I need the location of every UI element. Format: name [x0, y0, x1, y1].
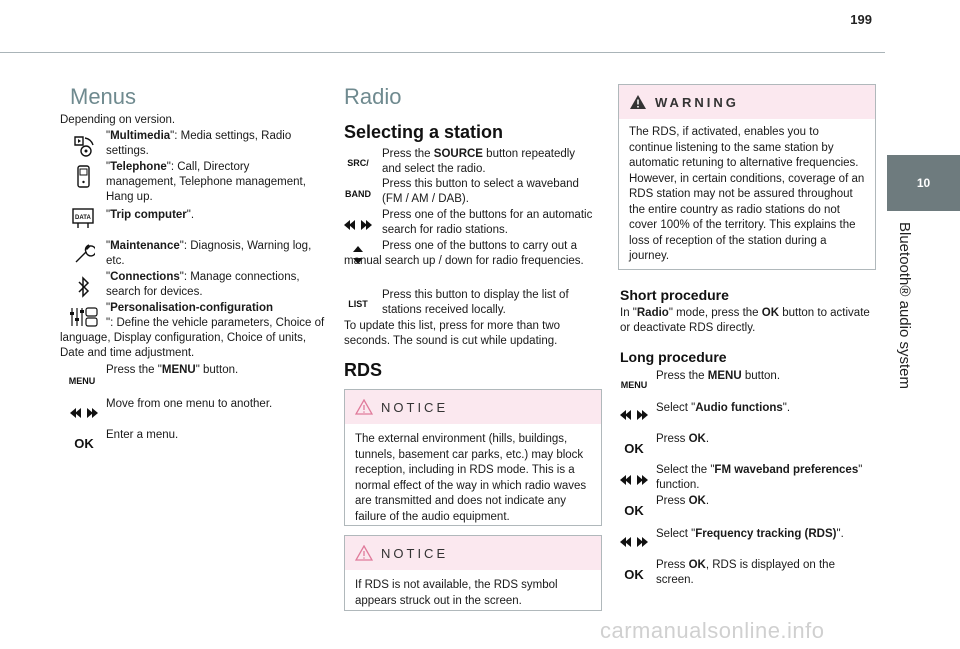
warning-box — [618, 84, 876, 270]
watermark: carmanualsonline.info — [600, 618, 825, 643]
short-procedure-heading: Short procedure — [620, 287, 729, 303]
menu-item-telephone: "Telephone": Call, Directory management, Telephone management, Hang up. — [106, 161, 306, 203]
short-procedure-text: In "Radio" mode, press the OK button to activate or deactivate RDS directly. — [620, 307, 870, 334]
long-step-3: Press OK. — [656, 433, 710, 445]
left-right-arrows-icon-4 — [618, 531, 650, 553]
menu-item-connections: "Connections": Manage connections, search for devices. — [106, 271, 300, 298]
ok-icon-4: OK — [624, 566, 644, 582]
notice-label-2: NOTICE — [381, 545, 449, 561]
notice-box-2 — [344, 535, 602, 611]
menu-item-maintenance: "Maintenance": Diagnosis, Warning log, etc. — [106, 240, 312, 267]
selecting-station-heading: Selecting a station — [344, 122, 504, 142]
ok-icon-2: OK — [624, 440, 644, 456]
automatic-search-text: Press one of the buttons for an automatic search for radio stations. — [382, 209, 593, 236]
ok-icon: OK — [74, 435, 94, 451]
notice-triangle-icon — [355, 545, 373, 561]
source-button-icon: SRC/ — [347, 158, 369, 168]
warning-text: The RDS, if activated, enables you to continue listening to the same station by automatic retuning to alternative frequencies. However, in certain conditions, coverage of an RDS station may not be assured throughout the entire country as radio stations do not cover 100% of the territory. This explains the loss of reception of the station during a journey. — [629, 126, 865, 262]
menu-button-text: Press the "MENU" button. — [106, 364, 239, 376]
band-button-icon: BAND — [345, 189, 371, 199]
left-right-arrows-icon-2 — [618, 404, 650, 426]
rds-heading: RDS — [344, 360, 383, 380]
chapter-title: Bluetooth® audio system — [896, 222, 913, 389]
trip-computer-icon — [68, 208, 100, 230]
warning-triangle-icon — [629, 94, 647, 110]
notice-triangle-icon — [355, 399, 373, 415]
list-button-icon: LIST — [348, 299, 368, 309]
maintenance-icon — [68, 243, 100, 265]
menu-item-personalisation-desc: ": Define the vehicle parameters, Choice of language, Display configuration, Choice of units, Date and time adjustment. — [60, 317, 325, 359]
notice-text-1: The external environment (hills, buildings, tunnels, basement car parks, etc.) may block reception, including in RDS mode. This is a normal effect of the way in which radio waves are transmitted and does not indicate any failure of the audio equipment. — [355, 433, 587, 523]
chapter-tab[interactable]: 10 — [887, 155, 960, 211]
long-procedure-heading: Long procedure — [620, 349, 727, 365]
warning-label: WARNING — [655, 94, 739, 110]
bluetooth-icon — [68, 276, 100, 298]
long-step-1: Press the MENU button. — [656, 370, 781, 382]
source-button-text: Press the SOURCE button repeatedly and select the radio. — [382, 148, 576, 175]
update-list-text: To update this list, press for more than two seconds. The sound is cut while updating. — [344, 320, 561, 347]
page-number: 199 — [850, 12, 872, 27]
ok-icon-3: OK — [624, 502, 644, 518]
telephone-icon — [68, 166, 100, 188]
menu-enter-text: Enter a menu. — [106, 429, 179, 441]
radio-heading: Radio — [344, 84, 402, 109]
multimedia-icon — [68, 135, 100, 157]
menu-item-multimedia: "Multimedia": Media settings, Radio settings. — [106, 130, 292, 157]
menu-move-text: Move from one menu to another. — [106, 398, 273, 410]
header-divider — [0, 52, 885, 53]
long-step-5: Press OK. — [656, 495, 710, 507]
notice-text-2: If RDS is not available, the RDS symbol appears struck out in the screen. — [355, 579, 558, 607]
notice-label-1: NOTICE — [381, 399, 449, 415]
seek-arrows-icon — [342, 214, 374, 236]
band-button-text: Press this button to select a waveband (FM / AM / DAB). — [382, 178, 579, 205]
menu-item-personalisation: "Personalisation-configuration — [106, 302, 274, 314]
menu-button-icon-2: MENU — [620, 380, 648, 390]
long-step-7: Press OK, RDS is displayed on the screen. — [656, 559, 835, 586]
menu-item-trip-computer: "Trip computer". — [106, 209, 195, 221]
menus-heading: Menus — [70, 84, 137, 109]
svg-text:DATA: DATA — [75, 215, 91, 221]
long-step-4: Select the "FM waveband preferences" function. — [656, 464, 863, 491]
long-step-6: Select "Frequency tracking (RDS)". — [656, 528, 844, 540]
manual-search-text-block: Press one of the buttons to carry out a manual search up / down for radio frequencies. — [344, 240, 584, 267]
menu-button-icon: MENU — [68, 376, 96, 386]
notice-box-1 — [344, 389, 602, 526]
list-button-text: Press this button to display the list of stations received locally. — [382, 289, 569, 316]
long-step-2: Select "Audio functions". — [656, 402, 791, 414]
left-right-arrows-icon — [68, 402, 100, 424]
menus-intro: Depending on version. — [60, 114, 176, 126]
left-right-arrows-icon-3 — [618, 469, 650, 491]
